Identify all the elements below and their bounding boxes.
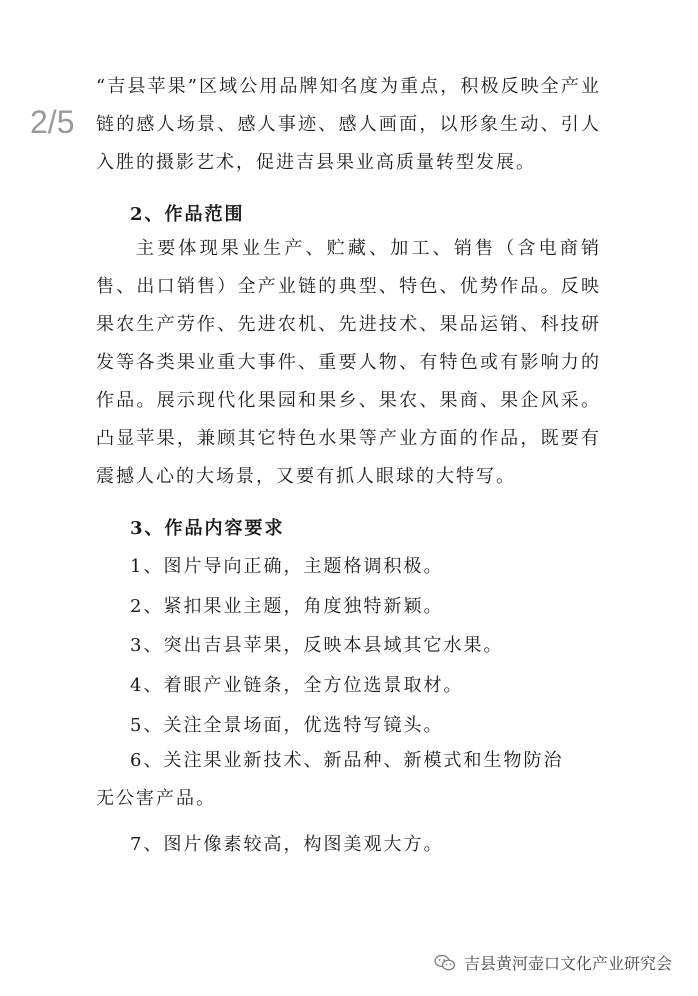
list-item: 7、图片像素较高，构图美观大方。 (130, 834, 444, 855)
list-item: 1、图片导向正确，主题格调积极。 (130, 556, 444, 577)
list-item: 3、突出吉县苹果，反映本县域其它水果。 (130, 635, 504, 656)
watermark-text: 吉县黄河壶口文化产业研究会 (463, 954, 672, 973)
intro-paragraph: “吉县苹果”区域公用品牌知名度为重点，积极反映全产业链的感人场景、感人事迹、感人画面，以形象生动、引人入胜的摄影艺术，促进吉县果业高质量转型发展。 (96, 76, 601, 173)
list-item: 6、关注果业新技术、新品种、新模式和生物防治无公害产品。 (96, 750, 564, 809)
section-body-scope: 主要体现果业生产、贮藏、加工、销售（含电商销售、出口销售）全产业链的典型、特色、优势作品。反映果农生产劳作、先进农机、先进技术、果品运销、科技研发等各类果业重大事件、重要人物、有特色或有影响力的作品。展示现代化果园和果乡、果农、果商、果企风采。凸显苹果，兼顾其它特色水果等产业方面的作品，既要有震撼人心的大场景，又要有抓人眼球的大特写。 (96, 238, 601, 487)
section-heading-scope: 2、作品范围 (130, 204, 245, 225)
wechat-icon (434, 954, 456, 972)
list-item: 5、关注全景场面，优选特写镜头。 (130, 715, 444, 736)
list-item: 4、着眼产业链条，全方位选景取材。 (130, 675, 464, 696)
page-counter: 2/5 (30, 104, 75, 140)
list-item: 2、紧扣果业主题，角度独特新颖。 (130, 596, 444, 617)
watermark (434, 951, 672, 974)
section-heading-requirements: 3、作品内容要求 (130, 518, 285, 539)
